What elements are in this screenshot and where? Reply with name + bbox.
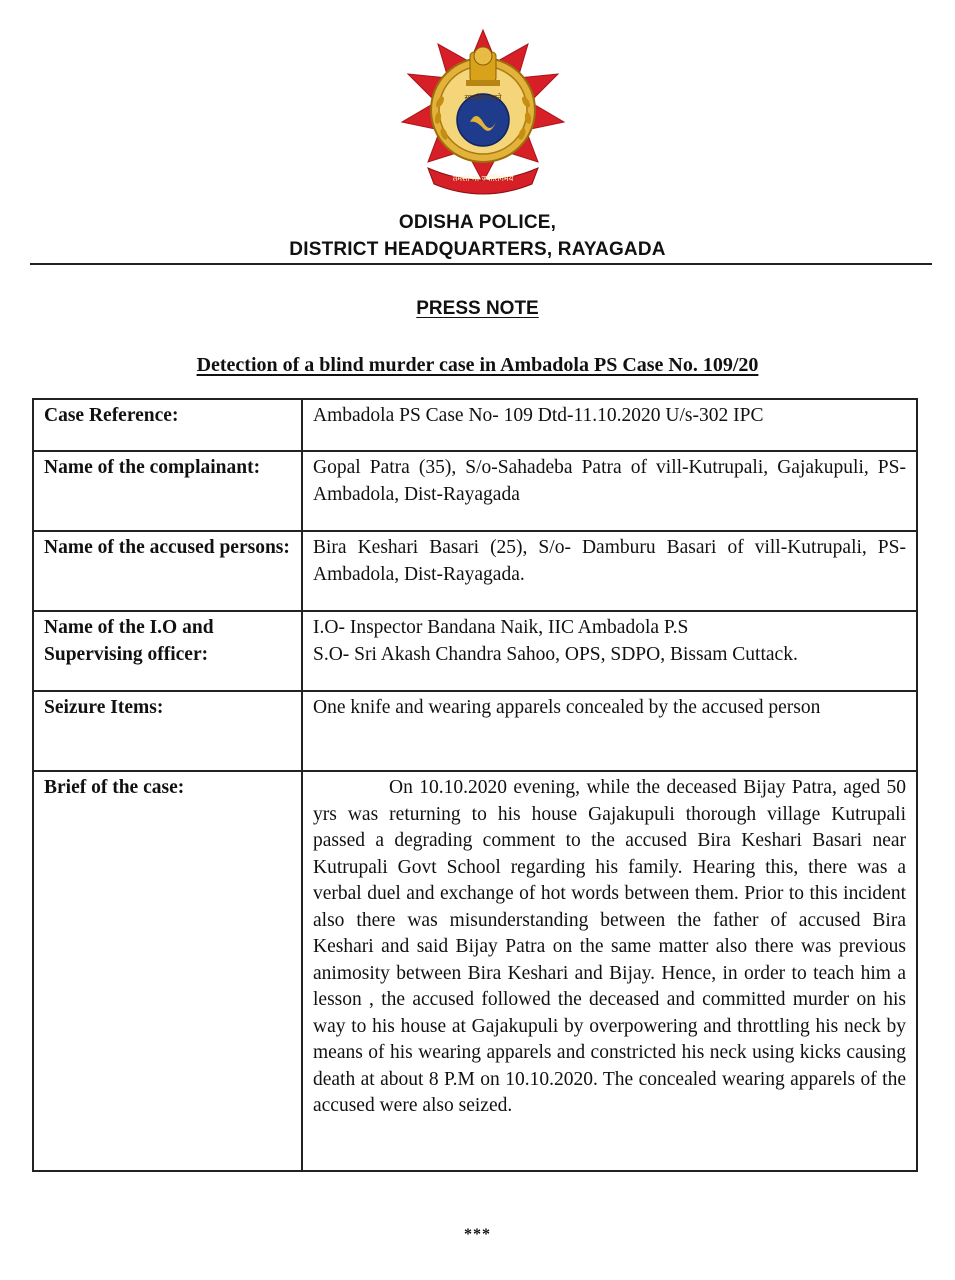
row-value: On 10.10.2020 evening, while the deceased Bijay Patra, aged 50 yrs was returning to his house Gajakupuli thorough village Kutrupali passed a degrading comment to the accused Bira Keshari Basari near Kutrupali Govt School regarding his family. Hearing this, there was a verbal duel and exchange of hot words between them. Prior to this incident also there was misunderstanding between the father of accused Bira Keshari and said Bijay Patra on the same matter also there was previous animosity between Bira Keshari and Bijay. Hence, in order to teach him a lesson , the accused followed the deceased and committed murder on his way to his house at Gajakupuli by overpowering and throttling his neck by means of his wearing apparels and constricted his neck using kicks causing death at about 8 P.M on 10.10.2020. The concealed wearing apparels of the accused were also seized.	[302, 771, 917, 1171]
io-line: I.O- Inspector Bandana Naik, IIC Ambadola P.S	[313, 617, 689, 638]
table-row	[33, 451, 917, 531]
row-label: Brief of the case:	[33, 771, 302, 1171]
so-line: S.O- Sri Akash Chandra Sahoo, OPS, SDPO, Bissam Cuttack.	[313, 643, 798, 665]
org-name: ODISHA POLICE,	[398, 212, 557, 233]
press-note-title: PRESS NOTE	[416, 298, 539, 319]
case-subject: Detection of a blind murder case in Ambadola PS Case No. 109/20	[196, 354, 759, 376]
table-row	[33, 611, 917, 691]
end-mark: ***	[464, 1226, 491, 1243]
table-row	[33, 771, 917, 1171]
emblem-motto-top: सत्यमेव जयते	[464, 93, 502, 102]
org-unit: DISTRICT HEADQUARTERS, RAYAGADA	[289, 239, 666, 260]
table-row	[33, 399, 917, 451]
row-value	[302, 611, 917, 691]
table-row	[33, 531, 917, 611]
row-label: Name of the I.O and Supervising officer:	[33, 611, 302, 691]
odisha-police-emblem-icon	[388, 22, 578, 202]
row-value: Gopal Patra (35), S/o-Sahadeba Patra of vill-Kutrupali, Gajakupuli, PS-Ambadola, Dist-Rayagada	[302, 451, 917, 531]
row-label: Name of the accused persons:	[33, 531, 302, 611]
table-row	[33, 691, 917, 771]
header-divider	[30, 263, 932, 265]
emblem-ribbon-motto: तमसो मा ज्योतिर्गमय	[452, 174, 514, 183]
row-value: Bira Keshari Basari (25), S/o- Damburu Basari of vill-Kutrupali, PS-Ambadola, Dist-Rayagada.	[302, 531, 917, 611]
row-label: Case Reference:	[33, 399, 302, 451]
row-label: Name of the complainant:	[33, 451, 302, 531]
row-label: Seizure Items:	[33, 691, 302, 771]
row-value: Ambadola PS Case No- 109 Dtd-11.10.2020 U/s-302 IPC	[302, 399, 917, 451]
row-value: One knife and wearing apparels concealed by the accused person	[302, 691, 917, 771]
case-details-table	[32, 398, 918, 1172]
